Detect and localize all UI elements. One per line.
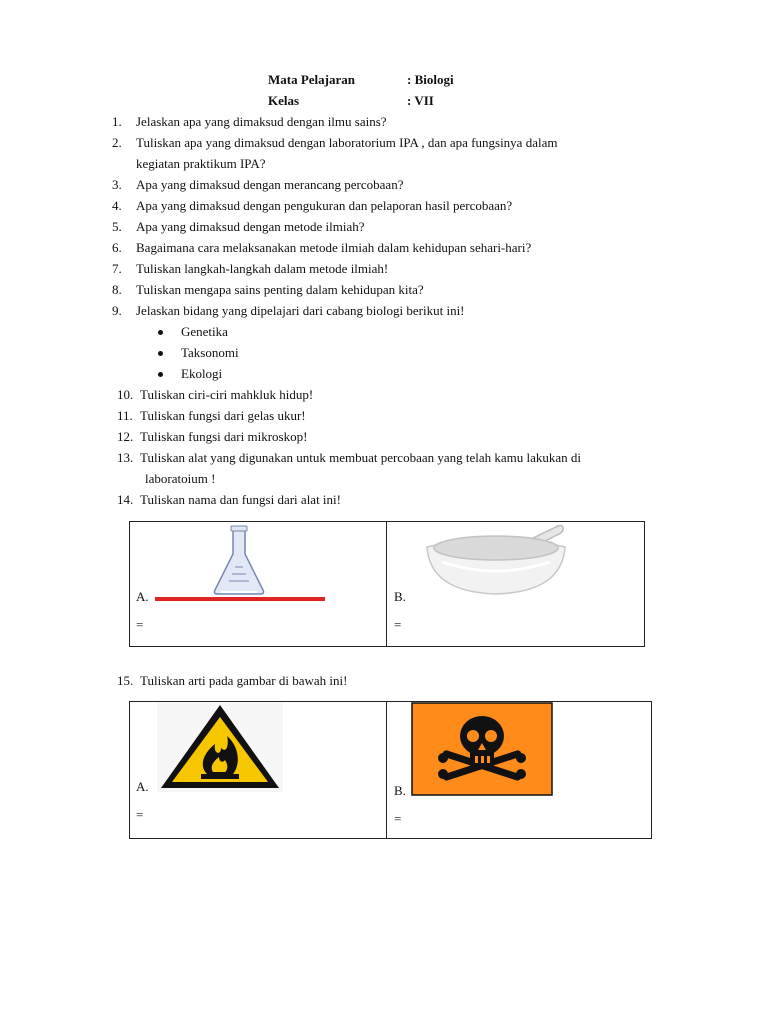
question-number: 14. [117, 492, 134, 507]
option-b-label: B. [394, 783, 406, 798]
subject-label: Mata Pelajaran [268, 72, 356, 87]
subject-value: : Biologi [407, 72, 454, 87]
question-text: Bagaimana cara melaksanakan metode ilmiah dalam kehidupan sehari-hari? [136, 240, 532, 255]
question-number: 10. [117, 387, 134, 402]
option-b-answer: = [394, 617, 402, 632]
question-text: Jelaskan bidang yang dipelajari dari cabang biologi berikut ini! [136, 303, 465, 318]
tool-table [129, 521, 645, 647]
erlenmeyer-flask-icon [155, 522, 325, 604]
red-underline [155, 597, 325, 601]
option-a-label: A. [136, 779, 149, 794]
list-item: Genetika [181, 324, 228, 339]
question-text-continuation: laboratoium ! [145, 471, 216, 486]
mortar-and-pestle-icon [422, 522, 572, 597]
question-text: Tuliskan arti pada gambar di bawah ini! [140, 673, 348, 688]
table-divider [386, 522, 387, 646]
option-a-answer: = [136, 807, 144, 822]
question-text: Tuliskan ciri-ciri mahkluk hidup! [140, 387, 314, 402]
question-text: Tuliskan alat yang digunakan untuk membuat percobaan yang telah kamu lakukan di [140, 450, 582, 465]
question-text: Tuliskan fungsi dari mikroskop! [140, 429, 308, 444]
option-a-answer: = [136, 617, 144, 632]
question-text: Tuliskan apa yang dimaksud dengan laboratorium IPA , dan apa fungsinya dalam [136, 135, 558, 150]
class-label: Kelas [268, 93, 300, 108]
option-b-answer: = [394, 811, 402, 826]
question-number: 12. [117, 429, 134, 444]
question-number: 2. [112, 135, 122, 150]
question-text: Tuliskan fungsi dari gelas ukur! [140, 408, 306, 423]
question-text: Tuliskan mengapa sains penting dalam kehidupan kita? [136, 282, 424, 297]
question-number: 5. [112, 219, 122, 234]
question-number: 8. [112, 282, 122, 297]
question-number: 9. [112, 303, 122, 318]
list-item: Taksonomi [181, 345, 239, 360]
bullet-icon [158, 372, 163, 377]
question-text: Jelaskan apa yang dimaksud dengan ilmu sains? [136, 114, 387, 129]
question-text: Apa yang dimaksud dengan merancang percobaan? [136, 177, 404, 192]
bullet-icon [158, 330, 163, 335]
question-text: Apa yang dimaksud dengan pengukuran dan pelaporan hasil percobaan? [136, 198, 513, 213]
question-text: Tuliskan nama dan fungsi dari alat ini! [140, 492, 341, 507]
class-value: : VII [407, 93, 434, 108]
question-text: Tuliskan langkah-langkah dalam metode ilmiah! [136, 261, 389, 276]
question-number: 13. [117, 450, 134, 465]
question-number: 1. [112, 114, 122, 129]
question-number: 15. [117, 673, 134, 688]
question-number: 11. [117, 408, 133, 423]
question-text-continuation: kegiatan praktikum IPA? [136, 156, 266, 171]
question-number: 6. [112, 240, 122, 255]
toxic-skull-icon [411, 702, 553, 796]
question-number: 4. [112, 198, 122, 213]
question-text: Apa yang dimaksud dengan metode ilmiah? [136, 219, 365, 234]
table-divider [386, 702, 387, 838]
flammable-warning-icon [157, 702, 283, 792]
list-item: Ekologi [181, 366, 223, 381]
option-b-label: B. [394, 589, 406, 604]
bullet-icon [158, 351, 163, 356]
option-a-label: A. [136, 589, 149, 604]
symbol-table [129, 701, 652, 839]
question-number: 3. [112, 177, 122, 192]
question-number: 7. [112, 261, 122, 276]
